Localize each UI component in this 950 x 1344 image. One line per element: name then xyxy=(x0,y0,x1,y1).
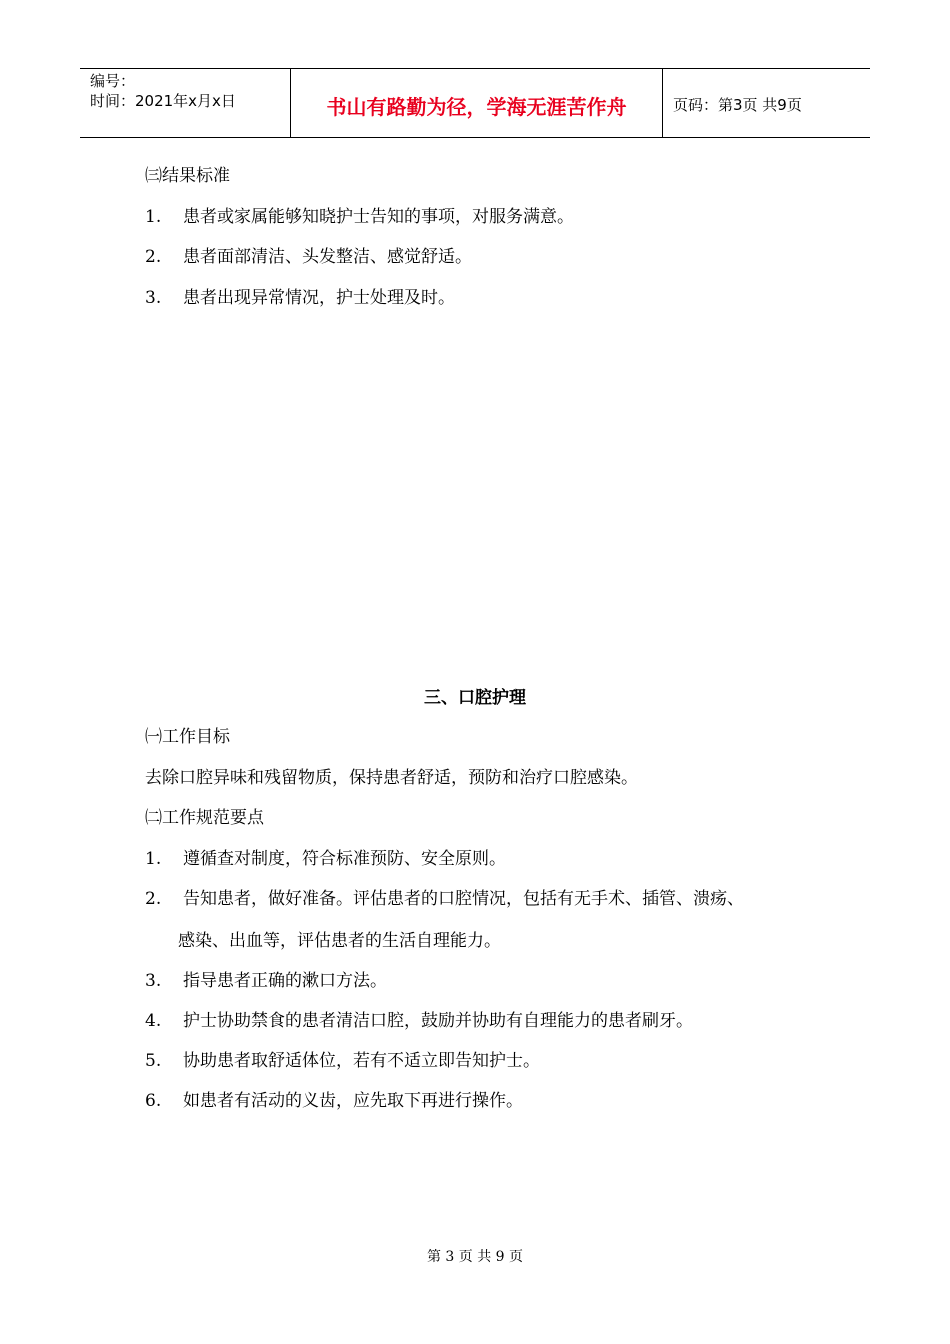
norm-item-6 xyxy=(145,1086,523,1111)
list-text: 告知患者，做好准备。评估患者的口腔情况，包括有无手术、插管、溃疡、 xyxy=(183,889,744,909)
document-header xyxy=(80,68,870,138)
goal-title: ㈠工作目标 xyxy=(145,727,230,747)
list-number: 2. xyxy=(145,247,162,267)
result-item-3 xyxy=(145,283,455,308)
list-number: 3. xyxy=(145,971,162,991)
code-label: 编号： xyxy=(90,72,136,90)
list-text: 遵循查对制度，符合标准预防、安全原则。 xyxy=(183,849,506,869)
header-motto: 书山有路勤为径，学海无涯苦作舟 xyxy=(291,69,663,137)
list-number: 1. xyxy=(145,207,162,227)
list-text: 患者或家属能够知晓护士告知的事项，对服务满意。 xyxy=(183,207,574,227)
list-text: 患者面部清洁、头发整洁、感觉舒适。 xyxy=(183,247,472,267)
norm-title: ㈡工作规范要点 xyxy=(145,808,264,828)
norm-item-2-continuation: 感染、出血等，评估患者的生活自理能力。 xyxy=(178,931,501,951)
result-section-title: ㈢结果标准 xyxy=(145,166,230,186)
result-item-2 xyxy=(145,242,472,267)
goal-text: 去除口腔异味和残留物质，保持患者舒适，预防和治疗口腔感染。 xyxy=(145,768,638,788)
norm-item-5 xyxy=(145,1046,540,1071)
list-number: 6. xyxy=(145,1091,162,1111)
header-meta xyxy=(80,69,291,137)
list-number: 2. xyxy=(145,889,162,909)
list-number: 5. xyxy=(145,1051,162,1071)
norm-item-3 xyxy=(145,966,387,991)
list-number: 4. xyxy=(145,1011,162,1031)
list-number: 1. xyxy=(145,849,162,869)
list-text: 护士协助禁食的患者清洁口腔，鼓励并协助有自理能力的患者刷牙。 xyxy=(183,1011,693,1031)
page-footer: 第 3 页 共 9 页 xyxy=(426,1249,524,1265)
result-item-1 xyxy=(145,202,574,227)
section-heading: 三、口腔护理 xyxy=(424,688,526,708)
list-text: 如患者有活动的义齿，应先取下再进行操作。 xyxy=(183,1091,523,1111)
norm-item-1 xyxy=(145,844,506,869)
list-text: 指导患者正确的漱口方法。 xyxy=(183,971,387,991)
list-number: 3. xyxy=(145,288,162,308)
norm-item-4 xyxy=(145,1006,693,1031)
time-label: 时间：2021年x月x日 xyxy=(90,92,236,110)
norm-item-2 xyxy=(145,884,744,909)
list-text: 患者出现异常情况，护士处理及时。 xyxy=(183,288,455,308)
header-page-label: 页码：第3页 共9页 xyxy=(673,95,802,114)
list-text: 协助患者取舒适体位，若有不适立即告知护士。 xyxy=(183,1051,540,1071)
